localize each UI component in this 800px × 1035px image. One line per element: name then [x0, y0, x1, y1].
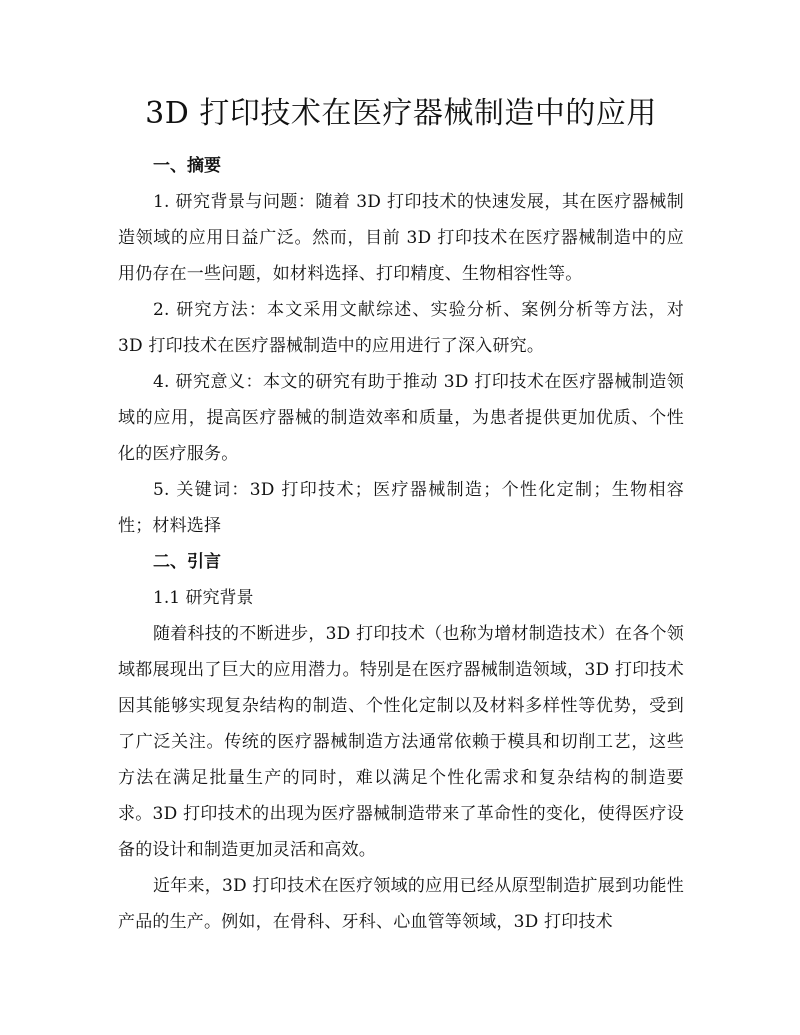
abstract-item-background: 1. 研究背景与问题：随着 3D 打印技术的快速发展，其在医疗器械制造领域的应用日益广泛。然而，目前 3D 打印技术在医疗器械制造中的应用仍存在一些问题，如材料选择、打印精度、生物相容性等。 [118, 192, 684, 284]
introduction-paragraph: 近年来，3D 打印技术在医疗领域的应用已经从原型制造扩展到功能性产品的生产。例如，在骨科、牙科、心血管等领域，3D 打印技术 [118, 876, 684, 932]
document-title: 3D 打印技术在医疗器械制造中的应用 [145, 96, 657, 131]
introduction-heading: 二、引言 [153, 552, 221, 572]
abstract-item-methods: 2. 研究方法：本文采用文献综述、实验分析、案例分析等方法，对 3D 打印技术在医疗器械制造中的应用进行了深入研究。 [118, 300, 684, 356]
abstract-item-significance: 4. 研究意义：本文的研究有助于推动 3D 打印技术在医疗器械制造领域的应用，提高医疗器械的制造效率和质量，为患者提供更加优质、个性化的医疗服务。 [118, 372, 684, 464]
introduction-paragraph: 随着科技的不断进步，3D 打印技术（也称为增材制造技术）在各个领域都展现出了巨大的应用潜力。特别是在医疗器械制造领域，3D 打印技术因其能够实现复杂结构的制造、个性化定制以及材料多样性等优势，受到了广泛关注。传统的医疗器械制造方法通常依赖于模具和切削工艺，这些方法在满足批量生产的同时，难以满足个性化需求和复杂结构的制造要求。3D 打印技术的出现为医疗器械制造带来了革命性的变化，使得医疗设备的设计和制造更加灵活和高效。 [118, 624, 684, 860]
research-background-heading: 1.1 研究背景 [153, 588, 254, 608]
document-page [118, 92, 684, 940]
abstract-heading: 一、摘要 [153, 156, 221, 176]
abstract-item-keywords: 5. 关键词：3D 打印技术；医疗器械制造；个性化定制；生物相容性；材料选择 [118, 480, 684, 536]
